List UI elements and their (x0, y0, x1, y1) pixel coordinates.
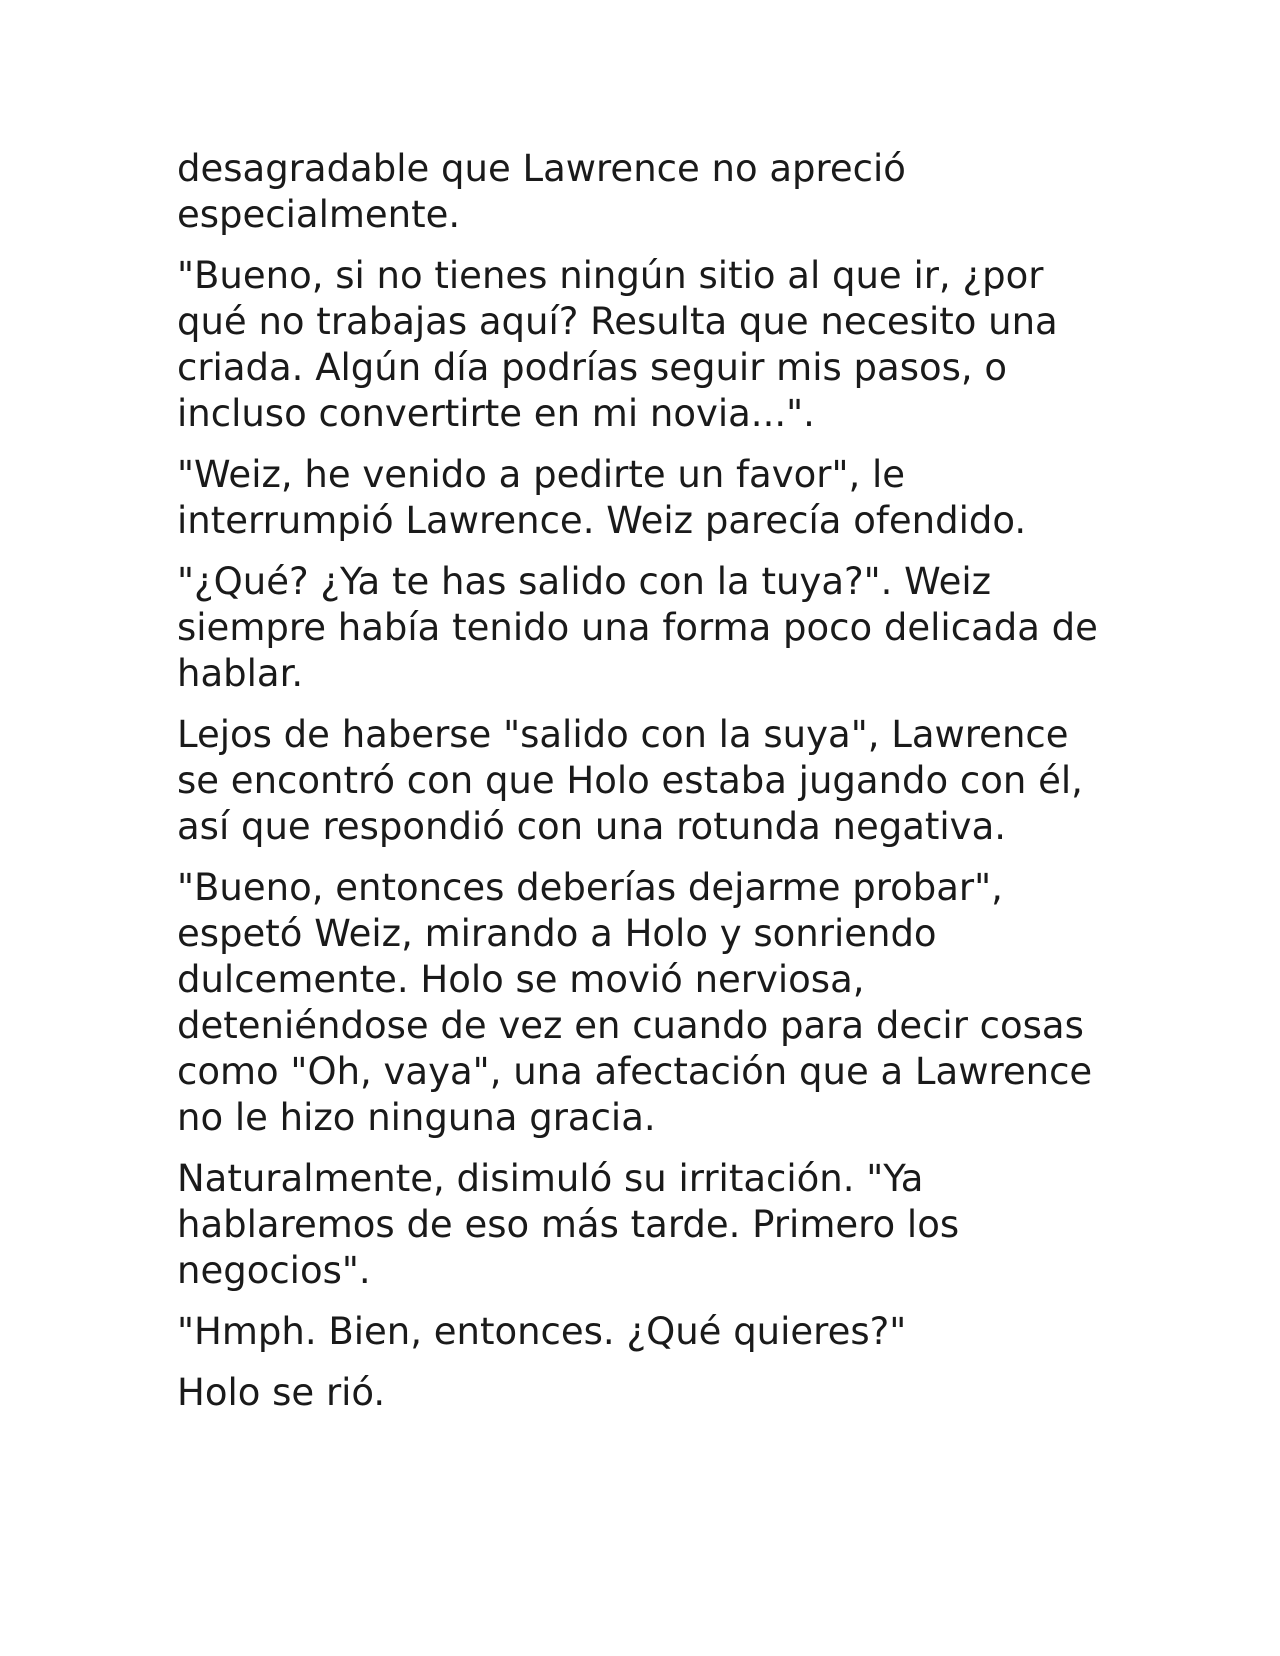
paragraph-4: "¿Qué? ¿Ya te has salido con la tuya?". Weiz siempre había tenido una forma poco delicada de hablar. (177, 560, 1098, 695)
document-page (177, 146, 1107, 1431)
paragraph-9: Holo se rió. (177, 1371, 386, 1414)
paragraph-3: "Weiz, he venido a pedirte un favor", le interrumpió Lawrence. Weiz parecía ofendido. (177, 453, 1027, 542)
paragraph-7: Naturalmente, disimuló su irritación. "Ya hablaremos de eso más tarde. Primero los negocios". (177, 1157, 960, 1292)
paragraph-1: desagradable que Lawrence no apreció especialmente. (177, 147, 906, 236)
paragraph-2: "Bueno, si no tienes ningún sitio al que ir, ¿por qué no trabajas aquí? Resulta que necesito una criada. Algún día podrías seguir mis pasos, o incluso convertirte en mi novia...". (177, 254, 1058, 435)
paragraph-6: "Bueno, entonces deberías dejarme probar", espetó Weiz, mirando a Holo y sonriendo dulcemente. Holo se movió nerviosa, deteniéndose de vez en cuando para decir cosas como "Oh, vaya", una afectación que a Lawrence no le hizo ninguna gracia. (177, 866, 1093, 1139)
paragraph-5: Lejos de haberse "salido con la suya", Lawrence se encontró con que Holo estaba jugando con él, así que respondió con una rotunda negativa. (177, 713, 1083, 848)
paragraph-8: "Hmph. Bien, entonces. ¿Qué quieres?" (177, 1310, 907, 1353)
